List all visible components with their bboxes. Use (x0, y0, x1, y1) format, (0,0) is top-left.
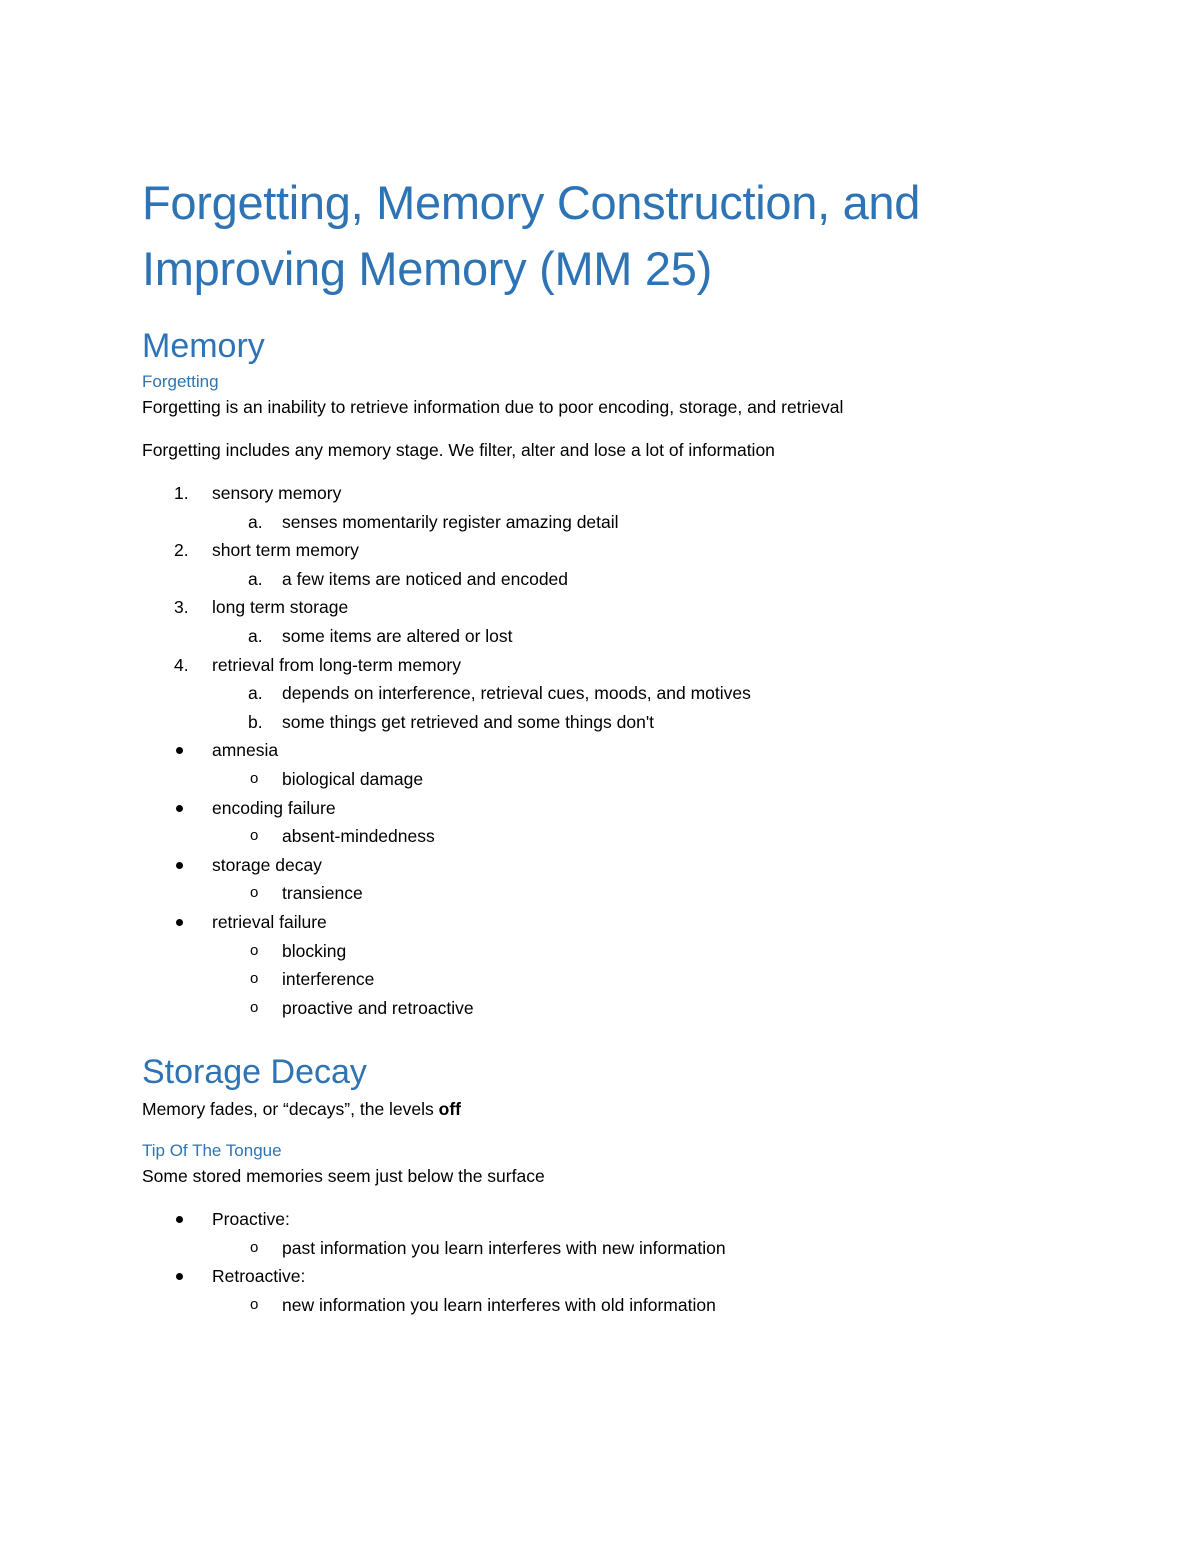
list-number: 2. (174, 540, 189, 561)
sub-list-item (142, 822, 1062, 851)
sub-list-item (142, 879, 1062, 908)
sub-list-item-text: new information you learn interferes with old information (282, 1295, 716, 1316)
paragraph-bold-text: off (438, 1099, 461, 1120)
list-item-text: short term memory (212, 540, 359, 561)
circle-bullet-icon: o (250, 827, 259, 845)
sub-list-item-text: transience (282, 883, 363, 904)
title-line-2: Improving Memory (MM 25) (142, 242, 712, 295)
paragraph-forgetting-definition: Forgetting is an inability to retrieve information due to poor encoding, storage, and retrieval (142, 397, 844, 417)
sub-list-item (142, 508, 1062, 537)
sub-list-item-text: senses momentarily register amazing detail (282, 511, 619, 532)
subheading-forgetting: Forgetting (142, 372, 219, 391)
sub-list-letter: a. (248, 625, 263, 646)
sub-list-item (142, 965, 1062, 994)
bullet-icon (176, 1216, 183, 1223)
sub-list-item (142, 994, 1062, 1023)
section-heading-storage-decay: Storage Decay (142, 1053, 367, 1092)
list-item-text: storage decay (212, 854, 322, 875)
list-number: 4. (174, 654, 189, 675)
sub-list-item-text: past information you learn interferes with new information (282, 1237, 726, 1258)
list-item-text: long term storage (212, 597, 349, 618)
list-item (142, 736, 1062, 765)
sub-list-item-text: interference (282, 969, 375, 990)
sub-list-letter: a. (248, 511, 263, 532)
list-item (142, 1262, 1062, 1291)
sub-list-letter: a. (248, 683, 263, 704)
sub-list-item (142, 765, 1062, 794)
sub-list-item-text: biological damage (282, 768, 424, 789)
sub-list-item (142, 622, 1062, 651)
sub-list-item-text: absent-mindedness (282, 826, 435, 847)
sub-list-item (142, 1291, 1062, 1320)
bullet-icon (176, 919, 183, 926)
circle-bullet-icon: o (250, 884, 259, 902)
sub-list-item-text: proactive and retroactive (282, 997, 474, 1018)
sub-list-item-text: depends on interference, retrieval cues, moods, and motives (282, 683, 751, 704)
title-line-1: Forgetting, Memory Construction, and (142, 176, 921, 229)
sub-list-item-text: blocking (282, 940, 347, 961)
list-number: 1. (174, 483, 189, 503)
list-number: 3. (174, 597, 189, 618)
sub-list-item-text: a few items are noticed and encoded (282, 568, 569, 589)
list-item-text: Retroactive: (212, 1266, 306, 1287)
paragraph-forgetting-stages: Forgetting includes any memory stage. We filter, alter and lose a lot of information (142, 440, 775, 460)
paragraph-memory-fades (142, 1096, 1062, 1122)
paragraph-text: Memory fades, or “decays”, the levels (142, 1099, 439, 1120)
numbered-list-memory-stages (142, 479, 1062, 736)
subheading-tip-of-tongue: Tip Of The Tongue (142, 1141, 282, 1161)
list-item-text: sensory memory (212, 483, 342, 503)
list-item (142, 908, 1062, 937)
list-item (142, 536, 1062, 565)
bullet-icon (176, 862, 183, 869)
list-item (142, 1205, 1062, 1234)
circle-bullet-icon: o (250, 941, 259, 959)
sub-list-letter: a. (248, 568, 263, 589)
sub-list-item (142, 708, 1062, 737)
document-page (142, 170, 1062, 1320)
bullet-icon (176, 1273, 183, 1280)
list-item-text: encoding failure (212, 797, 336, 818)
list-item (142, 651, 1062, 680)
bullet-icon (176, 805, 183, 812)
circle-bullet-icon: o (250, 998, 259, 1016)
sub-list-item (142, 565, 1062, 594)
list-item-text: retrieval from long-term memory (212, 654, 461, 675)
sub-list-item (142, 937, 1062, 966)
circle-bullet-icon: o (250, 769, 259, 787)
section-heading-memory: Memory (142, 327, 265, 365)
sub-list-item-text: some things get retrieved and some things don't (282, 711, 655, 732)
paragraph-stored-memories: Some stored memories seem just below the surface (142, 1166, 545, 1187)
sub-list-letter: b. (248, 711, 263, 732)
bullet-list-forgetting-types (142, 736, 1062, 1022)
sub-list-item (142, 679, 1062, 708)
list-item (142, 851, 1062, 880)
circle-bullet-icon: o (250, 1296, 259, 1314)
sub-list-item (142, 1234, 1062, 1263)
list-item-text: amnesia (212, 740, 279, 761)
list-item (142, 593, 1062, 622)
circle-bullet-icon: o (250, 1238, 259, 1256)
document-title (142, 170, 1062, 302)
list-item (142, 794, 1062, 823)
bullet-list-interference (142, 1205, 1062, 1319)
bullet-icon (176, 747, 183, 754)
circle-bullet-icon: o (250, 970, 259, 988)
sub-list-item-text: some items are altered or lost (282, 625, 513, 646)
list-item (142, 479, 1062, 508)
list-item-text: retrieval failure (212, 911, 327, 932)
list-item-text: Proactive: (212, 1209, 290, 1230)
